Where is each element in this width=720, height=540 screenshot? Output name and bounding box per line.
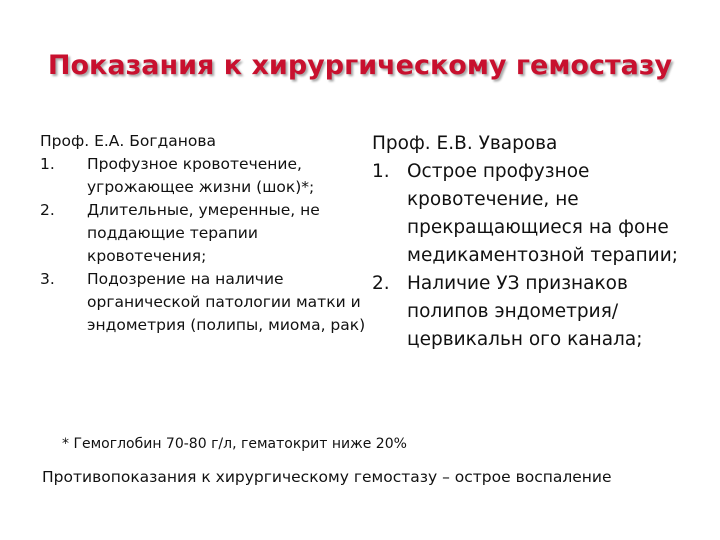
left-column-heading: Проф. Е.А. Богданова: [40, 132, 216, 150]
list-item-text: Профузное кровотечение, угрожающее жизни (шок)*;: [87, 155, 315, 196]
right-column: [372, 130, 712, 354]
list-item-number: 1.: [372, 161, 390, 182]
list-item: [40, 268, 370, 337]
list-item: [372, 270, 712, 354]
slide-title: Показания к хирургическому гемостазу: [47, 50, 673, 81]
list-item-text: Наличие УЗ признаков полипов эндометрия/цервикальн ого канала;: [407, 273, 643, 350]
list-item-number: 2.: [372, 273, 390, 294]
left-column: [40, 130, 370, 337]
right-column-heading: Проф. Е.В. Уварова: [372, 133, 558, 154]
contraindications-text: Противопоказания к хирургическому гемостазу – острое воспаление: [42, 468, 612, 486]
list-item: [372, 158, 712, 270]
list-item-number: 1.: [40, 155, 55, 173]
list-item-text: Подозрение на наличие органической патологии матки и эндометрия (полипы, миома, рак): [87, 270, 366, 334]
list-item-text: Острое профузное кровотечение, не прекращающиеся на фоне медикаментозной терапии;: [407, 161, 678, 266]
list-item-text: Длительные, умеренные, не поддающие терапии кровотечения;: [87, 201, 320, 265]
footnote: * Гемоглобин 70-80 г/л, гематокрит ниже 20%: [62, 436, 407, 452]
list-item-number: 2.: [40, 201, 55, 219]
list-item-number: 3.: [40, 270, 55, 288]
list-item: [40, 153, 370, 199]
list-item: [40, 199, 370, 268]
